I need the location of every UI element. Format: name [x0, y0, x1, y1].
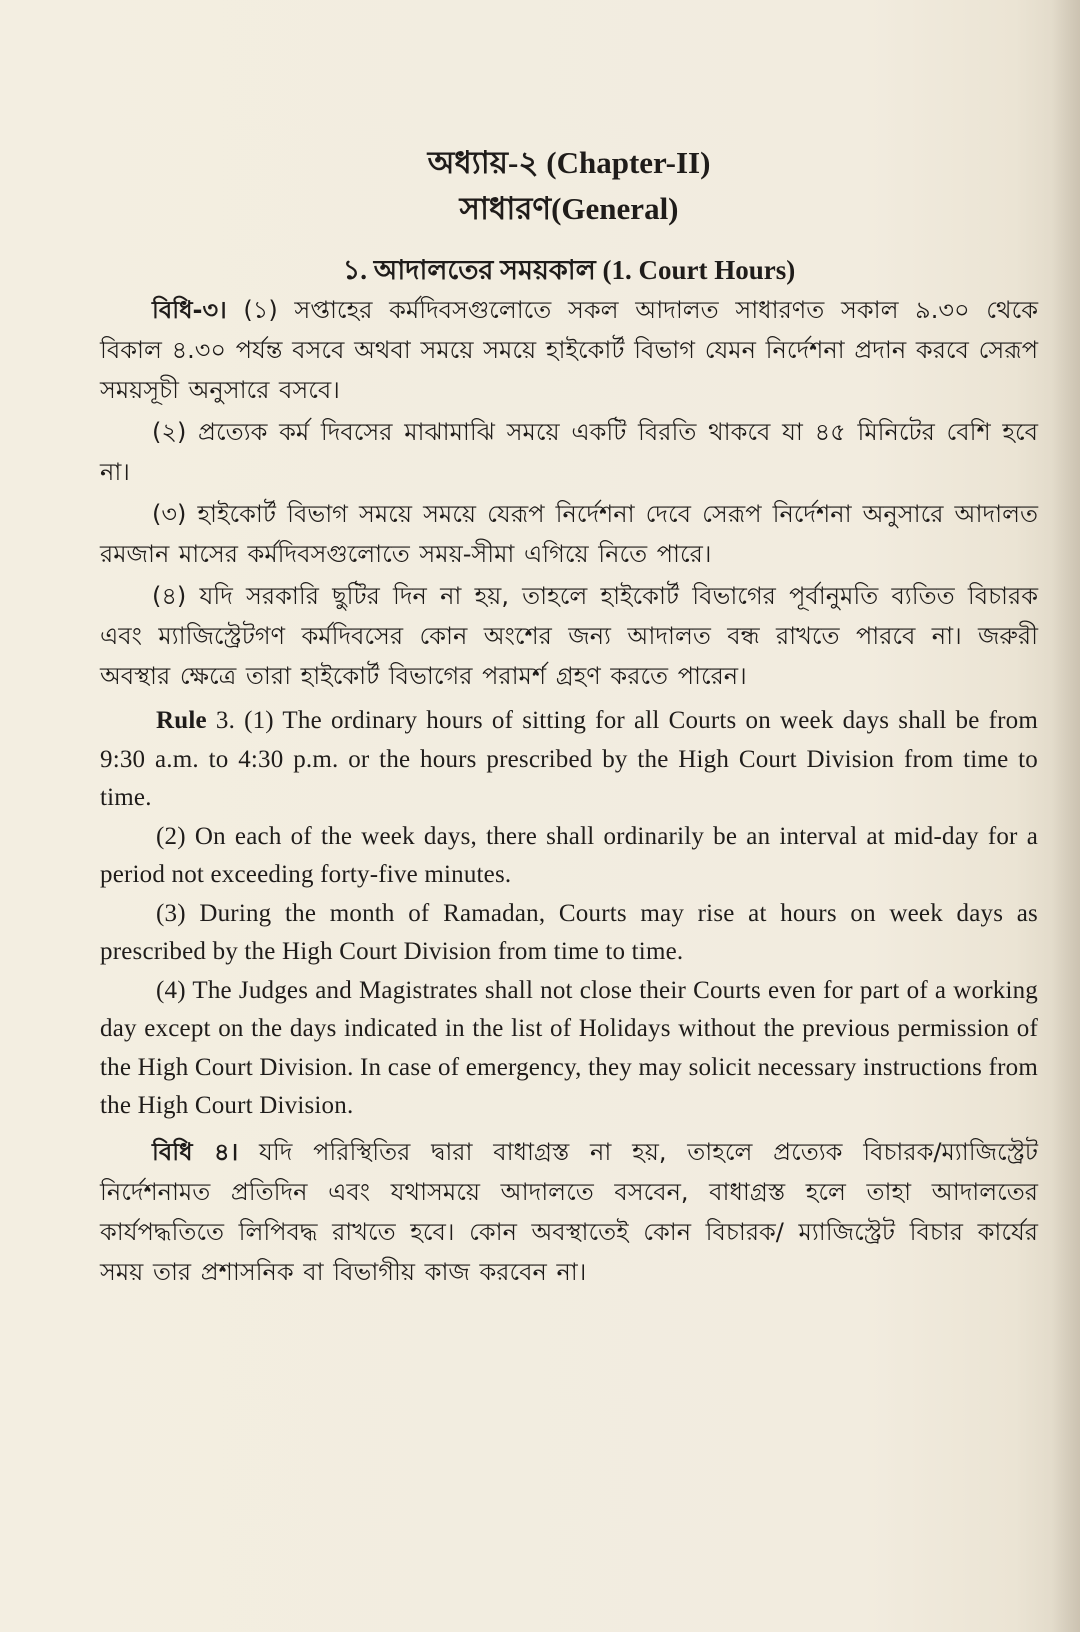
- chapter-heading: অধ্যায়-২ (Chapter-II): [427, 145, 711, 180]
- bangla-rule3-para1-text: (১) সপ্তাহের কর্মদিবসগুলোতে সকল আদালত সাধারণত সকাল ৯.৩০ থেকে বিকাল ৪.৩০ পর্যন্ত বসবে অথবা সময়ে সময়ে হাইকোর্ট বিভাগ যেমন নির্দেশনা প্রদান করবে সেরূপ সময়সূচী অনুসারে বসবে।: [100, 296, 1038, 404]
- bangla-rule3-label: বিধি-৩।: [152, 296, 227, 324]
- english-rule3-para1: [100, 702, 1038, 818]
- bangla-rule3-para3: (৩) হাইকোর্ট বিভাগ সময়ে সময়ে যেরূপ নির্দেশনা দেবে সেরূপ নির্দেশনা অনুসারে আদালত রমজান মাসের কর্মদিবসগুলোতে সময়-সীমা এগিয়ে নিতে পারে।: [100, 500, 1038, 568]
- english-rule3-label: Rule: [156, 707, 207, 734]
- bangla-rule4-para: [100, 1132, 1038, 1292]
- chapter-subheading: সাধারণ(General): [459, 191, 679, 226]
- bangla-rule4-text: যদি পরিস্থিতির দ্বারা বাধাগ্রস্ত না হয়, তাহলে প্রত্যেক বিচারক/ম্যাজিস্ট্রেট নির্দেশনামত প্রতিদিন এবং যথাসময়ে আদালতে বসবেন, বাধাগ্রস্ত হলে তাহা আদালতের কার্যপদ্ধতিতে লিপিবদ্ধ রাখতে হবে। কোন অবস্থাতেই কোন বিচারক/ ম্যাজিস্ট্রেট বিচার কার্যের সময় তার প্রশাসনিক বা বিভাগীয় কাজ করবেন না।: [100, 1137, 1038, 1286]
- bangla-rule3-para2: (২) প্রত্যেক কর্ম দিবসের মাঝামাঝি সময়ে একটি বিরতি থাকবে যা ৪৫ মিনিটের বেশি হবে না।: [100, 418, 1038, 486]
- english-rule3-para4: (4) The Judges and Magistrates shall not close their Courts even for part of a working day except on the days indicated in the list of Holidays without the previous permission of the High Court Division. In case of emergency, they may solicit necessary instructions from the High Court Division.: [100, 976, 1038, 1119]
- english-rule3-para1-text: 3. (1) The ordinary hours of sitting for all Courts on week days shall be from 9:30 a.m. to 4:30 p.m. or the hours prescribed by the High Court Division from time to time.: [100, 707, 1039, 811]
- page-content: [100, 140, 1038, 1292]
- section-title: ১. আদালতের সময়কাল (1. Court Hours): [342, 255, 796, 285]
- page-spine-shadow: [1052, 0, 1080, 1632]
- english-rule3-para2: (2) On each of the week days, there shall ordinarily be an interval at mid-day for a period not exceeding forty-five minutes.: [100, 822, 1038, 888]
- bangla-rule4-label: বিধি ৪।: [152, 1137, 239, 1166]
- english-rule3-para3: (3) During the month of Ramadan, Courts may rise at hours on week days as prescribed by the High Court Division from time to time.: [100, 899, 1038, 965]
- bangla-rule3-para4: (৪) যদি সরকারি ছুটির দিন না হয়, তাহলে হাইকোর্ট বিভাগের পূর্বানুমতি ব্যতিত বিচারক এবং ম্যাজিস্ট্রেটগণ কর্মদিবসের কোন অংশের জন্য আদালত বন্ধ রাখতে পারবে না। জরুরী অবস্থার ক্ষেত্রে তারা হাইকোর্ট বিভাগের পরামর্শ গ্রহণ করতে পারেন।: [100, 582, 1038, 690]
- bangla-rule3-para1: [100, 290, 1038, 410]
